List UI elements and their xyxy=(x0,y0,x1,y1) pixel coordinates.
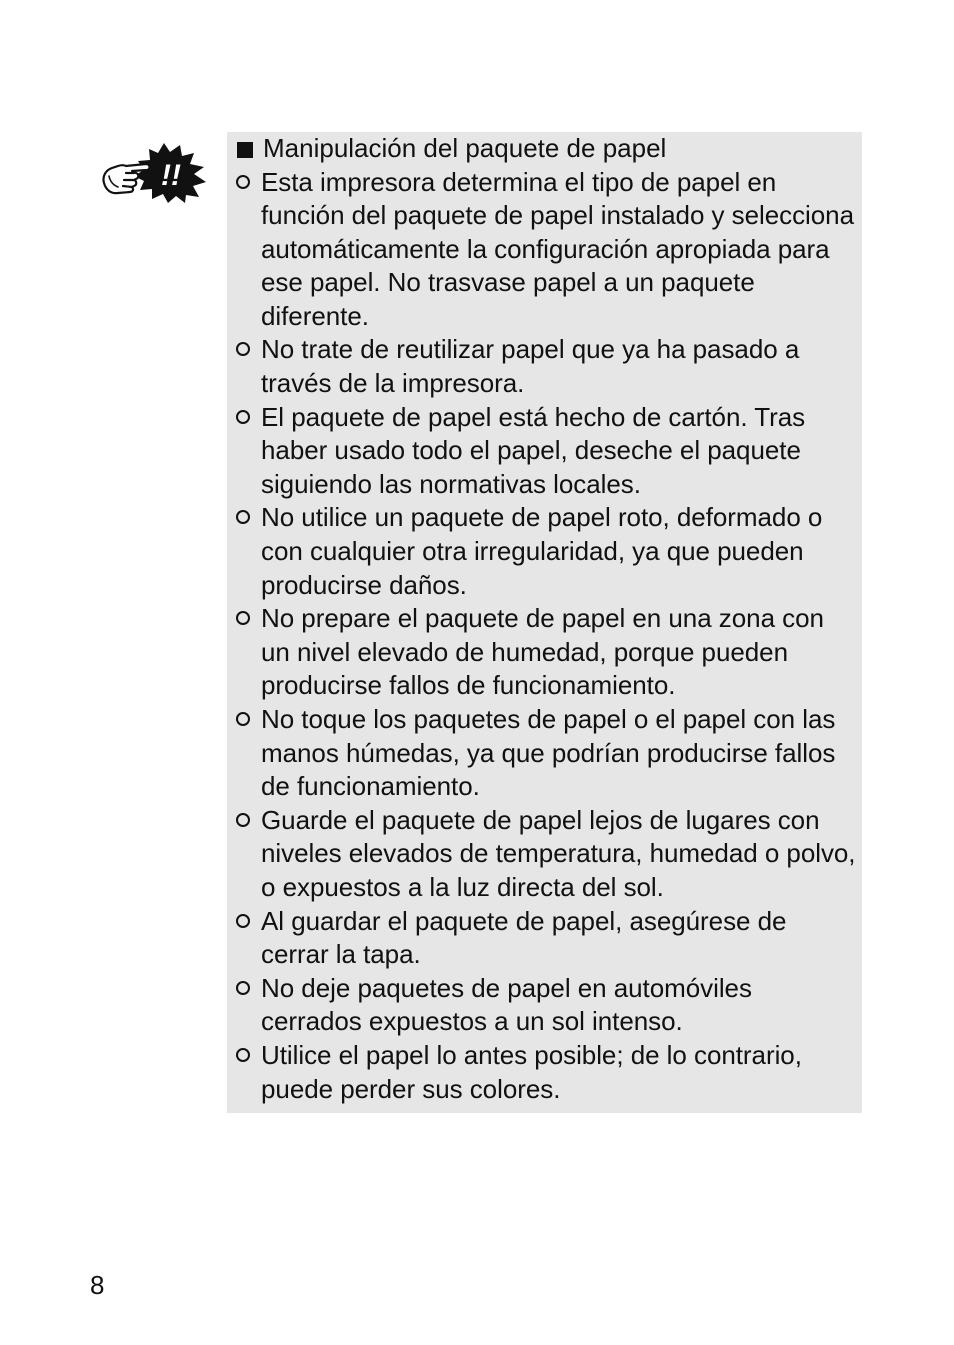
list-item-text: No prepare el paquete de papel en una zona con un nivel elevado de humedad, porque pueden producirse fallos de funcionamiento. xyxy=(261,603,824,701)
note-heading xyxy=(236,132,856,166)
caution-hand-exclamation-icon xyxy=(100,143,208,203)
exclamation-mark: !! xyxy=(161,159,181,192)
circle-bullet-icon xyxy=(236,1048,250,1062)
note-title-text: Manipulación del paquete de papel xyxy=(263,133,667,163)
list-item xyxy=(236,602,856,703)
circle-bullet-icon xyxy=(236,410,250,424)
circle-bullet-icon xyxy=(236,611,250,625)
circle-bullet-icon xyxy=(236,510,250,524)
list-item-text: No utilice un paquete de papel roto, deformado o con cualquier otra irregularidad, ya que pueden producirse daños. xyxy=(261,502,823,600)
circle-bullet-icon xyxy=(236,175,250,189)
square-bullet-icon xyxy=(237,142,253,158)
caution-note-box xyxy=(227,132,862,1113)
list-item xyxy=(236,401,856,502)
list-item xyxy=(236,905,856,972)
list-item-text: Esta impresora determina el tipo de papel en función del paquete de papel instalado y selecciona automáticamente la configuración apropiada para ese papel. No trasvase papel a un paquete diferente. xyxy=(261,166,855,331)
list-item xyxy=(236,703,856,804)
list-item-text: No toque los paquetes de papel o el papel con las manos húmedas, ya que podrían producirse fallos de funcionamiento. xyxy=(261,704,836,802)
note-list xyxy=(236,166,856,1107)
list-item xyxy=(236,333,856,400)
list-item-text: No deje paquetes de papel en automóviles cerrados expuestos a un sol intenso. xyxy=(261,972,752,1037)
circle-bullet-icon xyxy=(236,342,250,356)
list-item xyxy=(236,1039,856,1106)
circle-bullet-icon xyxy=(236,914,250,928)
page-number: 8 xyxy=(90,1270,105,1300)
circle-bullet-icon xyxy=(236,712,250,726)
list-item xyxy=(236,972,856,1039)
list-item-text: Guarde el paquete de papel lejos de lugares con niveles elevados de temperatura, humedad o polvo, o expuestos a la luz directa del sol. xyxy=(261,804,856,902)
circle-bullet-icon xyxy=(236,981,250,995)
list-item xyxy=(236,166,856,334)
list-item-text: No trate de reutilizar papel que ya ha pasado a través de la impresora. xyxy=(261,334,800,399)
list-item-text: Al guardar el paquete de papel, asegúrese de cerrar la tapa. xyxy=(261,905,787,970)
list-item xyxy=(236,804,856,905)
list-item xyxy=(236,501,856,602)
list-item-text: Utilice el papel lo antes posible; de lo contrario, puede perder sus colores. xyxy=(261,1039,802,1104)
circle-bullet-icon xyxy=(236,813,250,827)
list-item-text: El paquete de papel está hecho de cartón. Tras haber usado todo el papel, deseche el paquete siguiendo las normativas locales. xyxy=(261,401,806,499)
